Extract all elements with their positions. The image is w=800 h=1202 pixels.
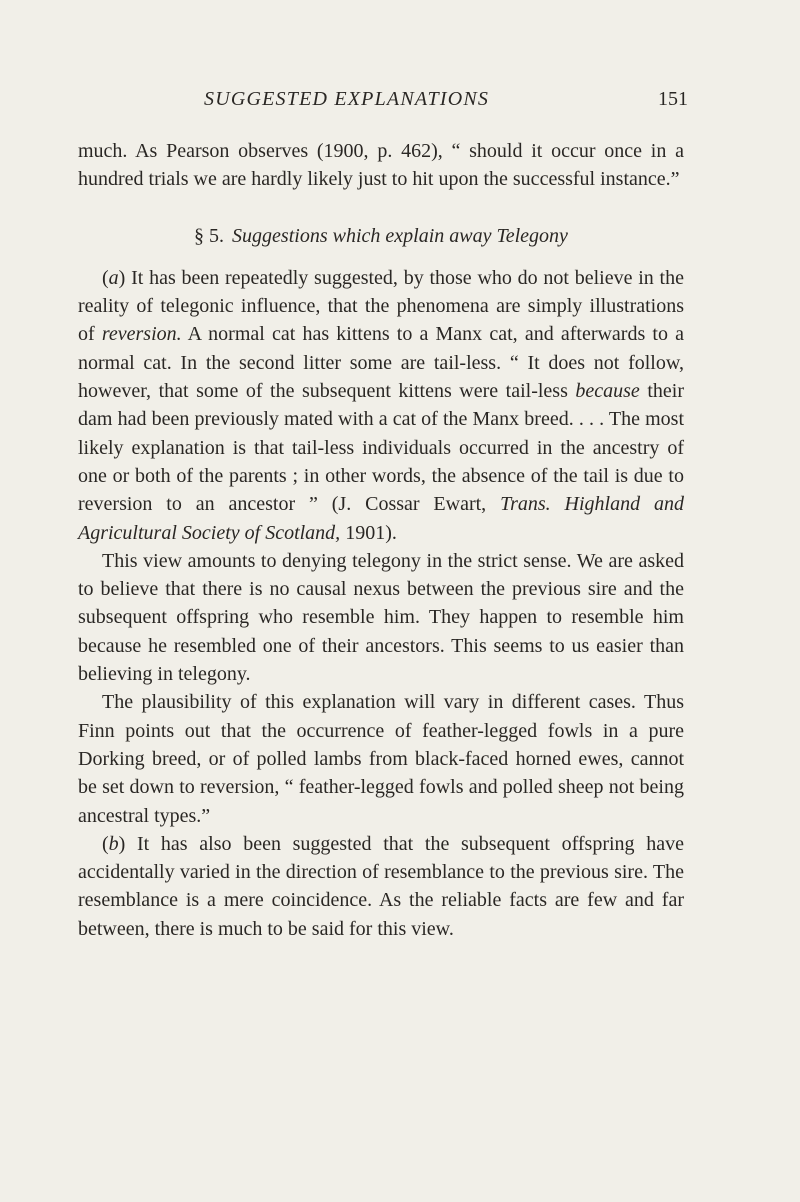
running-title: SUGGESTED EXPLANATIONS [204, 88, 490, 110]
paragraph-continuation: much. As Pearson observes (1900, p. 462), “ should it occur once in a hundred trials we are hardly likely just to hit upon the successful instance.” [78, 140, 684, 191]
page-number: 151 [658, 88, 688, 110]
emphasis-because: because [575, 380, 640, 403]
emphasis-reversion: reversion. [101, 323, 182, 346]
paragraph-reversion [78, 264, 684, 547]
citation-title: Trans. Highland and Agricultural Society of Scotland, [78, 493, 684, 544]
section-mark: § 5. [194, 224, 225, 247]
list-letter: b [108, 832, 119, 855]
text-run: ( [102, 266, 109, 289]
text-run: ) It has been repeatedly suggested, by those who do not believe in the reality of telegonic influence, that the phenomena are simply illustrations of [78, 266, 684, 346]
body-text [78, 137, 684, 943]
text-run: ( [102, 832, 109, 855]
text-run: 1901). [340, 521, 397, 544]
paragraph-coincidence [78, 830, 684, 943]
section-heading [78, 222, 684, 250]
paragraph-strict-sense: This view amounts to denying telegony in the strict sense. We are asked to believe that there is no causal nexus between the previous sire and the subsequent offspring who resemble him. They happen to resemble him because he resembled one of their ancestors. This seems to us easier than believing in telegony. [78, 549, 684, 686]
list-letter: a [108, 266, 119, 289]
text-run: A normal cat has kittens to a Manx cat, and afterwards to a normal cat. In the second litter some are tail-less. “ It does not follow, however, that some of the subsequent kittens were tail-less [78, 323, 684, 403]
text-run: their dam had been previously mated with a cat of the Manx breed. . . . The most likely explanation is that tail-less individuals occurred in the ancestry of one or both of the parents ; in other words, the absence of the tail is due to reversion to an ancestor ” (J. Cossar Ewart, [78, 380, 684, 516]
text-run: ) It has also been suggested that the subsequent offspring have accidentally varied in the direction of resemblance to the previous sire. The resemblance is a mere coincidence. As the reliable facts are few and far between, there is much to be said for this view. [78, 832, 684, 940]
paragraph-plausibility: The plausibility of this explanation will vary in different cases. Thus Finn points out that the occurrence of feather-legged fowls in a pure Dorking breed, or of polled lambs from black-faced horned ewes, cannot be set down to reversion, “ feather-legged fowls and polled sheep not being ancestral types.” [78, 691, 684, 827]
running-head [78, 88, 688, 116]
section-title: Suggestions which explain away Telegony [232, 224, 568, 247]
